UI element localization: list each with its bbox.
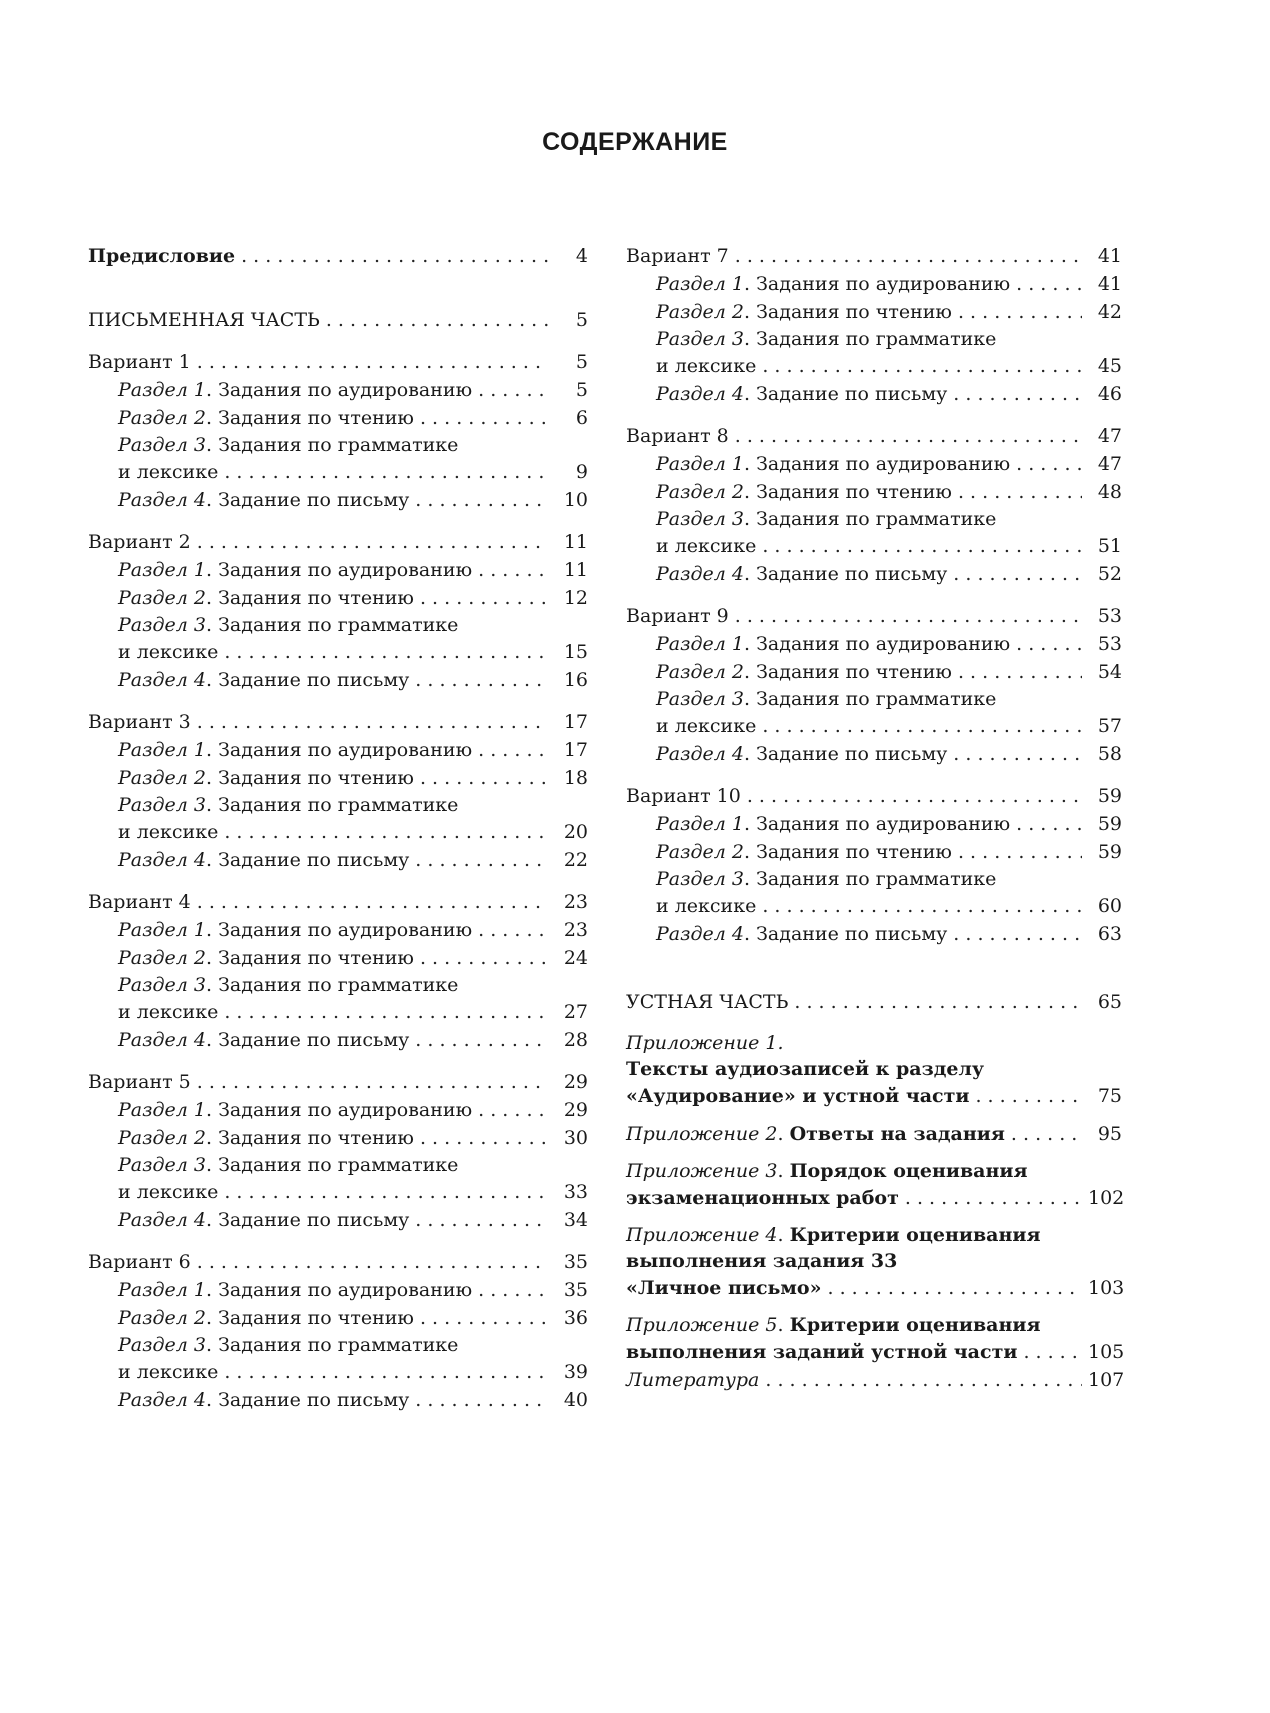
toc-page-number: 5	[575, 309, 588, 331]
appendix-last-line	[626, 1082, 1122, 1110]
leader-dots	[415, 1026, 548, 1054]
toc-section-first-line[interactable]: Раздел 3. Задания по грамматике	[656, 508, 997, 530]
leader-dots	[478, 916, 548, 944]
toc-page-number: 75	[1097, 1085, 1122, 1107]
leader-dots	[420, 584, 548, 612]
leader-dots	[478, 556, 548, 584]
toc-entry-appendix-5[interactable]	[626, 1312, 1125, 1366]
toc-page-number: 59	[1097, 785, 1122, 807]
leader-dots	[953, 380, 1082, 408]
toc-page-number: 11	[563, 531, 588, 553]
toc-entry-label: Раздел 2. Задания по чтению	[656, 481, 952, 503]
toc-section-first-line[interactable]: Раздел 3. Задания по грамматике	[118, 1334, 459, 1356]
leader-dots	[958, 838, 1082, 866]
toc-section-first-line[interactable]: Раздел 3. Задания по грамматике	[656, 688, 997, 710]
toc-entry-label: и лексике	[118, 1181, 219, 1203]
toc-entry-section[interactable]	[88, 1026, 588, 1054]
toc-variant-block	[88, 888, 588, 1054]
toc-entry-variant[interactable]	[88, 888, 588, 916]
leader-dots	[762, 352, 1082, 380]
toc-entry-variant[interactable]	[626, 602, 1122, 630]
toc-entry-label: Раздел 2. Задания по чтению	[656, 301, 952, 323]
leader-dots	[1016, 630, 1082, 658]
toc-entry-section[interactable]	[88, 1096, 588, 1124]
toc-section-first-line[interactable]: Раздел 3. Задания по грамматике	[118, 614, 459, 636]
toc-entry-label: Раздел 1. Задания по аудированию	[118, 919, 473, 941]
toc-entry-section[interactable]	[88, 584, 588, 612]
toc-page-number: 63	[1097, 923, 1122, 945]
toc-entry-section[interactable]	[88, 404, 588, 432]
toc-entry-section-cont[interactable]	[88, 458, 588, 486]
appendix-last-line	[626, 1338, 1125, 1366]
toc-entry-label: Вариант 2	[88, 531, 191, 553]
toc-page-number: 6	[575, 407, 588, 429]
leader-dots	[415, 846, 548, 874]
toc-entry-variant[interactable]	[88, 348, 588, 376]
toc-entry-oral-part[interactable]	[626, 988, 1122, 1016]
toc-entry-section[interactable]	[88, 486, 588, 514]
toc-entry-label: Раздел 1. Задания по аудированию	[118, 739, 473, 761]
toc-entry-label: Предисловие	[88, 245, 236, 267]
leader-dots	[794, 988, 1082, 1016]
toc-entry-section-cont[interactable]	[88, 1358, 588, 1386]
toc-entry-label: Раздел 4. Задание по письму	[118, 1029, 410, 1051]
toc-variants-left	[88, 348, 588, 1414]
toc-entry-label: Раздел 1. Задания по аудированию	[118, 379, 473, 401]
toc-entry-label: Вариант 4	[88, 891, 191, 913]
toc-page-number: 39	[563, 1361, 588, 1383]
toc-page-number: 45	[1097, 355, 1122, 377]
toc-entry-label: Раздел 1. Задания по аудированию	[656, 813, 1011, 835]
toc-entry-label: Раздел 1. Задания по аудированию	[118, 1099, 473, 1121]
toc-page-number: 103	[1088, 1277, 1125, 1299]
toc-entry-label: Раздел 1. Задания по аудированию	[656, 453, 1011, 475]
toc-page-number: 35	[563, 1279, 588, 1301]
toc-entry-label: Раздел 2. Задания по чтению	[118, 407, 414, 429]
toc-entry-label: и лексике	[656, 895, 757, 917]
toc-section-first-line[interactable]: Раздел 3. Задания по грамматике	[118, 974, 459, 996]
toc-entry-section-cont[interactable]	[626, 892, 1122, 920]
leader-dots	[1011, 1120, 1082, 1148]
toc-entry-label: и лексике	[118, 641, 219, 663]
leader-dots	[197, 1248, 548, 1276]
toc-entry-label: и лексике	[118, 461, 219, 483]
toc-entry-variant[interactable]	[626, 242, 1122, 270]
leader-dots	[478, 376, 548, 404]
toc-entry-label: Раздел 2. Задания по чтению	[118, 1127, 414, 1149]
toc-entry-written-part[interactable]	[88, 306, 588, 334]
toc-page-number: 60	[1097, 895, 1122, 917]
toc-page-number: 18	[563, 767, 588, 789]
toc-entry-section[interactable]	[626, 380, 1122, 408]
leader-dots	[197, 1068, 548, 1096]
toc-entry-section[interactable]	[626, 838, 1122, 866]
leader-dots	[197, 348, 548, 376]
toc-entry-label: Вариант 8	[626, 425, 729, 447]
toc-entry-section-cont[interactable]	[626, 712, 1122, 740]
leader-dots	[762, 532, 1082, 560]
toc-entry-section[interactable]	[88, 1276, 588, 1304]
toc-entry-section-cont[interactable]	[626, 532, 1122, 560]
toc-page-number: 41	[1097, 273, 1122, 295]
toc-page-number: 46	[1097, 383, 1122, 405]
toc-page-number: 9	[575, 461, 588, 483]
toc-right-column	[626, 242, 1125, 1394]
toc-page-number: 28	[563, 1029, 588, 1051]
toc-entry-section[interactable]	[626, 478, 1122, 506]
toc-entry-section[interactable]	[88, 764, 588, 792]
toc-entry-section[interactable]	[88, 1386, 588, 1414]
toc-entry-section-cont[interactable]	[88, 638, 588, 666]
toc-page-number: 59	[1097, 813, 1122, 835]
toc-page-number: 34	[563, 1209, 588, 1231]
toc-entry-label: Раздел 2. Задания по чтению	[118, 767, 414, 789]
toc-section-first-line[interactable]: Раздел 3. Задания по грамматике	[118, 794, 459, 816]
toc-page-number: 58	[1097, 743, 1122, 765]
toc-page-number: 102	[1088, 1187, 1125, 1209]
leader-dots	[478, 1096, 548, 1124]
leader-dots	[224, 458, 548, 486]
toc-entry-section[interactable]	[88, 846, 588, 874]
toc-entry-section[interactable]	[88, 736, 588, 764]
toc-entry-label: Раздел 4. Задание по письму	[118, 849, 410, 871]
appendix-title-line: Тексты аудиозаписей к разделу	[626, 1058, 985, 1080]
toc-variant-block	[626, 422, 1122, 588]
toc-entry-literature[interactable]	[626, 1366, 1125, 1394]
toc-page-number: 23	[563, 919, 588, 941]
leader-dots	[420, 404, 548, 432]
toc-page-number: 30	[563, 1127, 588, 1149]
leader-dots	[1016, 270, 1082, 298]
toc-page-number: 105	[1088, 1341, 1125, 1363]
toc-variants-right	[626, 242, 1122, 948]
leader-dots	[958, 478, 1082, 506]
appendix-title-line: выполнения задания 33	[626, 1250, 898, 1272]
leader-dots	[241, 242, 548, 270]
toc-page-number: 5	[575, 351, 588, 373]
toc-entry-label: «Личное письмо»	[626, 1277, 822, 1299]
toc-entry-variant[interactable]	[88, 1068, 588, 1096]
toc-entry-section[interactable]	[88, 944, 588, 972]
toc-entry-section[interactable]	[88, 556, 588, 584]
leader-dots	[326, 306, 548, 334]
toc-page-number: 51	[1097, 535, 1122, 557]
leader-dots	[1016, 450, 1082, 478]
leader-dots	[197, 888, 548, 916]
leader-dots	[478, 1276, 548, 1304]
toc-entry-label: Раздел 4. Задание по письму	[118, 489, 410, 511]
leader-dots	[735, 422, 1082, 450]
toc-page-number: 47	[1097, 425, 1122, 447]
toc-entry-variant[interactable]	[626, 422, 1122, 450]
toc-page-number: 33	[563, 1181, 588, 1203]
toc-variant-block	[626, 242, 1122, 408]
toc-variant-block	[88, 348, 588, 514]
toc-page-number: 12	[563, 587, 588, 609]
toc-entry-section[interactable]	[88, 916, 588, 944]
toc-page-number: 15	[563, 641, 588, 663]
toc-entry-label: выполнения заданий устной части	[626, 1341, 1018, 1363]
toc-entry-label: Раздел 2. Задания по чтению	[656, 841, 952, 863]
toc-entry-label: и лексике	[118, 1001, 219, 1023]
toc-page-number: 52	[1097, 563, 1122, 585]
toc-entry-appendix-4[interactable]	[626, 1222, 1125, 1302]
toc-page-number: 17	[563, 739, 588, 761]
toc-variant-block	[88, 1068, 588, 1234]
toc-variant-block	[88, 708, 588, 874]
leader-dots	[958, 658, 1082, 686]
toc-entry-label: Раздел 2. Задания по чтению	[118, 947, 414, 969]
toc-entry-label: и лексике	[118, 821, 219, 843]
toc-entry-label: Вариант 10	[626, 785, 741, 807]
toc-page-number: 5	[575, 379, 588, 401]
toc-entry-label: Раздел 4. Задание по письму	[118, 1209, 410, 1231]
toc-entry-variant[interactable]	[88, 1248, 588, 1276]
leader-dots	[415, 1206, 548, 1234]
toc-entry-section[interactable]	[626, 740, 1122, 768]
toc-page-number: 27	[563, 1001, 588, 1023]
toc-entry-label: Вариант 9	[626, 605, 729, 627]
toc-entry-label: Вариант 6	[88, 1251, 191, 1273]
toc-entry-label: Раздел 4. Задание по письму	[118, 1389, 410, 1411]
toc-entry-label: Вариант 5	[88, 1071, 191, 1093]
leader-dots	[958, 298, 1082, 326]
toc-page-number: 11	[563, 559, 588, 581]
toc-entry-label: Раздел 4. Задание по письму	[118, 669, 410, 691]
toc-page-number: 57	[1097, 715, 1122, 737]
leader-dots	[197, 708, 548, 736]
toc-entry-section[interactable]	[626, 560, 1122, 588]
toc-page-number: 23	[563, 891, 588, 913]
toc-page-number: 107	[1088, 1369, 1125, 1391]
leader-dots	[827, 1274, 1082, 1302]
toc-entry-label: Раздел 4. Задание по письму	[656, 743, 948, 765]
toc-entry-label: и лексике	[118, 1361, 219, 1383]
appendix-last-line	[626, 1274, 1125, 1302]
leader-dots	[747, 782, 1082, 810]
toc-entry-label: Раздел 4. Задание по письму	[656, 383, 948, 405]
toc-page-number: 17	[563, 711, 588, 733]
toc-entry-section[interactable]	[88, 376, 588, 404]
toc-page-number: 53	[1097, 605, 1122, 627]
appendix-first-line: Приложение 5. Критерии оценивания	[626, 1314, 1041, 1336]
toc-page-number: 20	[563, 821, 588, 843]
toc-entry-label: Раздел 1. Задания по аудированию	[656, 633, 1011, 655]
toc-page-number: 16	[563, 669, 588, 691]
toc-entry-label: Раздел 2. Задания по чтению	[656, 661, 952, 683]
leader-dots	[1023, 1338, 1082, 1366]
toc-entry-section-cont[interactable]	[626, 352, 1122, 380]
toc-entry-label: Раздел 4. Задание по письму	[656, 923, 948, 945]
leader-dots	[953, 560, 1082, 588]
toc-page-number: 95	[1097, 1123, 1122, 1145]
toc-entry-section[interactable]	[626, 920, 1122, 948]
toc-page-number: 54	[1097, 661, 1122, 683]
toc-entry-appendix-2[interactable]	[626, 1120, 1122, 1148]
toc-entry-section-cont[interactable]	[88, 998, 588, 1026]
toc-variant-block	[626, 602, 1122, 768]
toc-entry-label: Приложение 2. Ответы на задания	[626, 1123, 1005, 1145]
toc-entry-label: и лексике	[656, 535, 757, 557]
toc-entry-label: «Аудирование» и устной части	[626, 1085, 970, 1107]
leader-dots	[975, 1082, 1082, 1110]
toc-entry-section[interactable]	[626, 298, 1122, 326]
leader-dots	[735, 602, 1082, 630]
toc-page-number: 42	[1097, 301, 1122, 323]
leader-dots	[224, 998, 548, 1026]
toc-entry-section-cont[interactable]	[88, 1178, 588, 1206]
toc-page-number: 35	[563, 1251, 588, 1273]
toc-left-column	[88, 242, 588, 1414]
leader-dots	[478, 736, 548, 764]
appendix-first-line: Приложение 4. Критерии оценивания	[626, 1224, 1041, 1246]
toc-entry-label: экзаменационных работ	[626, 1187, 899, 1209]
leader-dots	[1016, 810, 1082, 838]
toc-entry-variant[interactable]	[88, 528, 588, 556]
toc-section-first-line[interactable]: Раздел 3. Задания по грамматике	[656, 328, 997, 350]
leader-dots	[415, 666, 548, 694]
leader-dots	[197, 528, 548, 556]
toc-entry-label: Раздел 1. Задания по аудированию	[656, 273, 1011, 295]
appendix-last-line	[626, 1184, 1125, 1212]
toc-entry-section[interactable]	[626, 270, 1122, 298]
leader-dots	[420, 1124, 548, 1152]
toc-entry-variant[interactable]	[626, 782, 1122, 810]
toc-page-number: 4	[575, 245, 588, 267]
toc-page-number: 47	[1097, 453, 1122, 475]
toc-entry-label: Вариант 3	[88, 711, 191, 733]
toc-page-number: 22	[563, 849, 588, 871]
toc-entry-section[interactable]	[626, 810, 1122, 838]
toc-section-first-line[interactable]: Раздел 3. Задания по грамматике	[118, 1154, 459, 1176]
leader-dots	[415, 1386, 548, 1414]
toc-page-number: 48	[1097, 481, 1122, 503]
leader-dots	[420, 764, 548, 792]
toc-entry-label: Раздел 2. Задания по чтению	[118, 1307, 414, 1329]
leader-dots	[765, 1366, 1082, 1394]
appendix-prefix: Приложение 1.	[626, 1032, 784, 1054]
toc-entry-section[interactable]	[88, 666, 588, 694]
toc-page-number: 41	[1097, 245, 1122, 267]
toc-variant-block	[88, 528, 588, 694]
toc-section-first-line[interactable]: Раздел 3. Задания по грамматике	[118, 434, 459, 456]
toc-page-number: 29	[563, 1071, 588, 1093]
toc-page-number: 65	[1097, 991, 1122, 1013]
leader-dots	[224, 1178, 548, 1206]
toc-entry-label: Раздел 1. Задания по аудированию	[118, 1279, 473, 1301]
toc-variant-block	[626, 782, 1122, 948]
toc-entry-label: УСТНАЯ ЧАСТЬ	[626, 991, 789, 1013]
leader-dots	[735, 242, 1082, 270]
leader-dots	[420, 1304, 548, 1332]
toc-page-number: 59	[1097, 841, 1122, 863]
leader-dots	[224, 818, 548, 846]
toc-page-number: 29	[563, 1099, 588, 1121]
toc-entry-label: Вариант 7	[626, 245, 729, 267]
toc-entry-label: Литература	[626, 1369, 760, 1391]
toc-entry-label: Раздел 2. Задания по чтению	[118, 587, 414, 609]
toc-variant-block	[88, 1248, 588, 1414]
toc-page-number: 24	[563, 947, 588, 969]
toc-entry-preface[interactable]	[88, 242, 588, 270]
leader-dots	[420, 944, 548, 972]
toc-section-first-line[interactable]: Раздел 3. Задания по грамматике	[656, 868, 997, 890]
toc-entry-section[interactable]	[88, 1124, 588, 1152]
toc-entry-section-cont[interactable]	[88, 818, 588, 846]
toc-entry-section[interactable]	[88, 1206, 588, 1234]
leader-dots	[415, 486, 548, 514]
toc-entry-appendix-1[interactable]	[626, 1030, 1122, 1110]
leader-dots	[762, 712, 1082, 740]
leader-dots	[953, 740, 1082, 768]
toc-page-number: 40	[563, 1389, 588, 1411]
toc-entry-label: и лексике	[656, 715, 757, 737]
toc-page-number: 10	[563, 489, 588, 511]
toc-entry-label: Раздел 1. Задания по аудированию	[118, 559, 473, 581]
toc-entry-section[interactable]	[626, 658, 1122, 686]
page-title: СОДЕРЖАНИЕ	[542, 128, 728, 156]
toc-entry-section[interactable]	[88, 1304, 588, 1332]
toc-entry-variant[interactable]	[88, 708, 588, 736]
leader-dots	[224, 1358, 548, 1386]
leader-dots	[762, 892, 1082, 920]
toc-page-number: 36	[563, 1307, 588, 1329]
toc-entry-label: и лексике	[656, 355, 757, 377]
toc-entry-section[interactable]	[626, 630, 1122, 658]
toc-entry-label: ПИСЬМЕННАЯ ЧАСТЬ	[88, 309, 320, 331]
appendix-first-line: Приложение 3. Порядок оценивания	[626, 1160, 1028, 1182]
leader-dots	[224, 638, 548, 666]
toc-entry-section[interactable]	[626, 450, 1122, 478]
toc-entry-appendix-3[interactable]	[626, 1158, 1125, 1212]
toc-page-number: 53	[1097, 633, 1122, 655]
toc-entry-label: Вариант 1	[88, 351, 191, 373]
leader-dots	[953, 920, 1082, 948]
toc-entry-label: Раздел 4. Задание по письму	[656, 563, 948, 585]
leader-dots	[905, 1184, 1082, 1212]
